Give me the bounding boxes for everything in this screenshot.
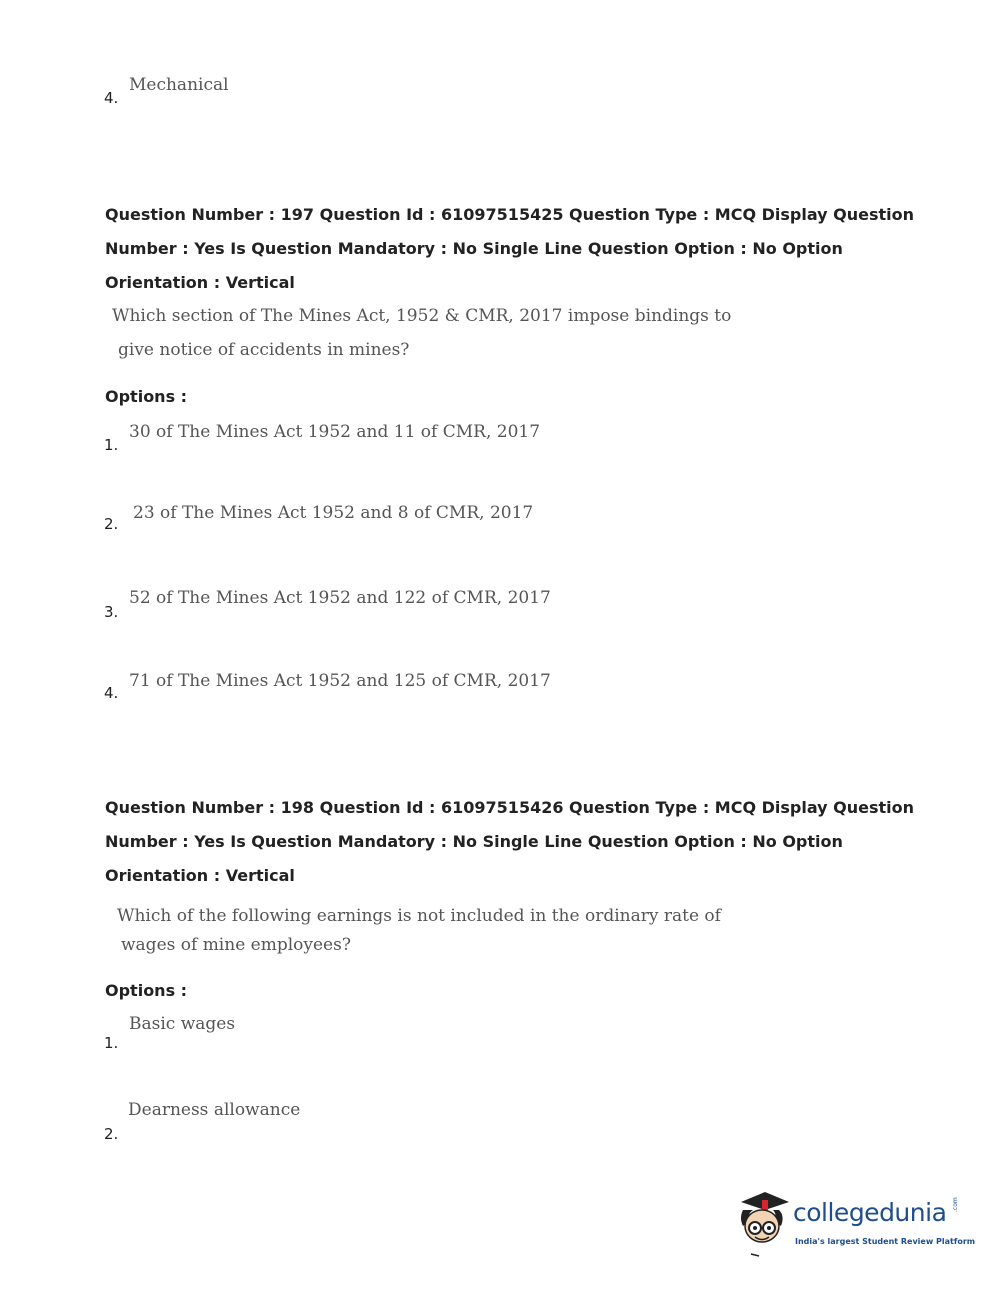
q197-question-line-1: Which section of The Mines Act, 1952 & CMR, 2017 impose bindings to: [112, 306, 732, 326]
q197-option-1-text: 30 of The Mines Act 1952 and 11 of CMR, 2017: [129, 422, 541, 442]
q197-option-4-text: 71 of The Mines Act 1952 and 125 of CMR, 2017: [129, 671, 551, 691]
q198-question-line-2: wages of mine employees?: [121, 935, 351, 955]
q197-option-3-text: 52 of The Mines Act 1952 and 122 of CMR, 2017: [129, 588, 551, 608]
q197-option-2-number: 2.: [104, 515, 119, 533]
q197-option-2-text: 23 of The Mines Act 1952 and 8 of CMR, 2017: [133, 503, 534, 523]
q198-question-line-1: Which of the following earnings is not included in the ordinary rate of: [117, 906, 721, 926]
q198-option-2-text: Dearness allowance: [128, 1100, 301, 1120]
q197-header-line-3: Orientation : Vertical: [105, 273, 295, 292]
mascot-icon: [735, 1188, 793, 1258]
logo-wordmark: collegedunia: [793, 1198, 947, 1227]
q198-options-label: Options :: [105, 981, 188, 1000]
q197-option-4-number: 4.: [104, 684, 119, 702]
q198-option-1-number: 1.: [104, 1034, 119, 1052]
logo-suffix: .com: [952, 1197, 959, 1212]
prev-option-4-number: 4.: [104, 89, 119, 107]
q198-option-1-text: Basic wages: [129, 1014, 236, 1034]
q198-header-line-1: Question Number : 198 Question Id : 61097515426 Question Type : MCQ Display Question: [105, 798, 915, 817]
q197-header-line-1: Question Number : 197 Question Id : 61097515425 Question Type : MCQ Display Question: [105, 205, 915, 224]
q197-option-1-number: 1.: [104, 436, 119, 454]
q197-options-label: Options :: [105, 387, 188, 406]
q197-header-line-2: Number : Yes Is Question Mandatory : No Single Line Question Option : No Option: [105, 239, 843, 258]
q198-option-2-number: 2.: [104, 1125, 119, 1143]
collegedunia-logo: [735, 1188, 976, 1258]
prev-option-4-text: Mechanical: [129, 75, 229, 95]
q197-question-line-2: give notice of accidents in mines?: [118, 340, 410, 360]
q198-header-line-3: Orientation : Vertical: [105, 866, 295, 885]
q198-header-line-2: Number : Yes Is Question Mandatory : No Single Line Question Option : No Option: [105, 832, 843, 851]
logo-tagline: India's largest Student Review Platform: [795, 1237, 976, 1246]
q197-option-3-number: 3.: [104, 603, 119, 621]
